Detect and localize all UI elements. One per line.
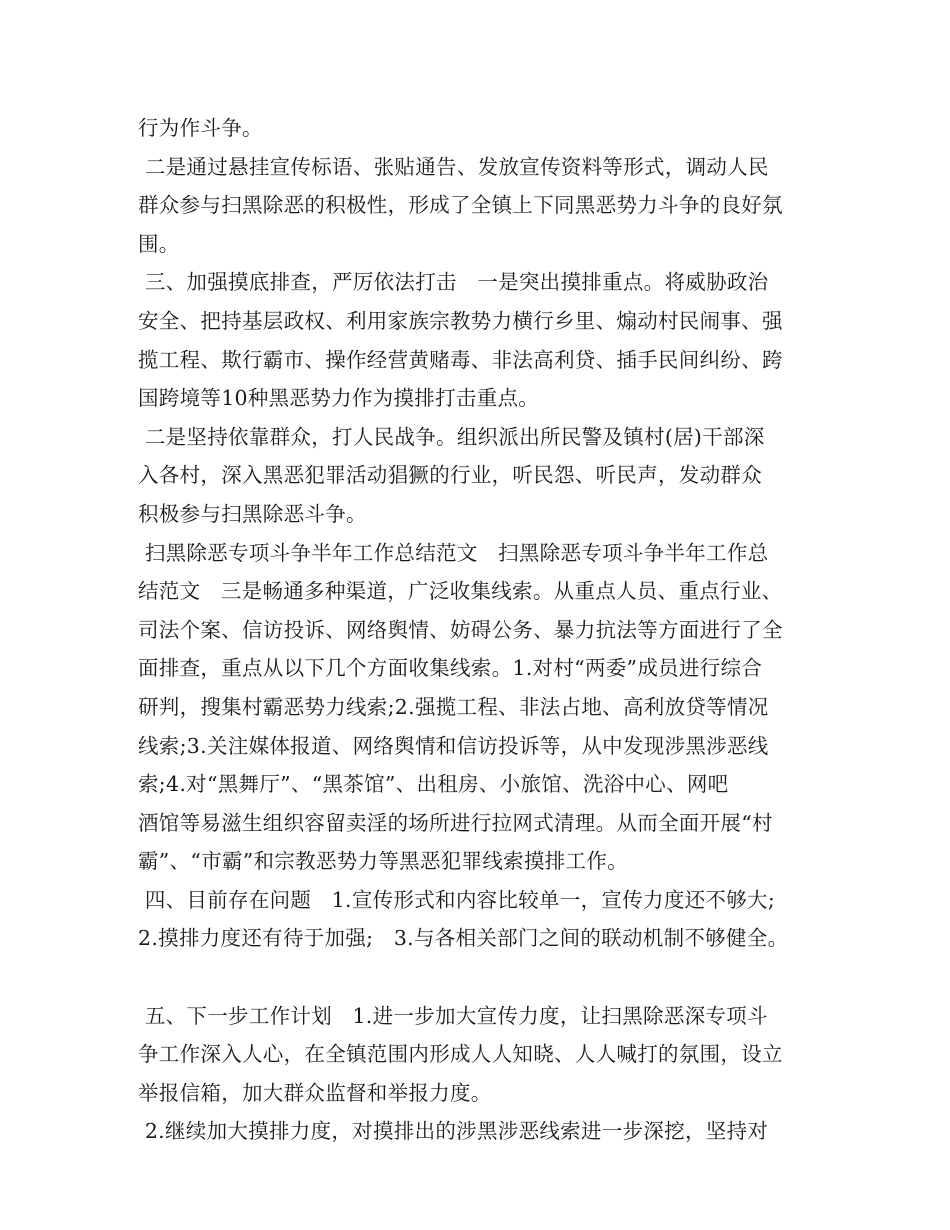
- text-line: 国跨境等10种黑恶势力作为摸排打击重点。: [138, 386, 540, 411]
- text-line: 研判，搜集村霸恶势力线索;2.强揽工程、非法占地、高利放贷等情况: [138, 694, 769, 719]
- text-line: 索;4.对“黑舞厅”、“黑茶馆”、出租房、小旅馆、洗浴中心、网吧: [138, 772, 729, 797]
- text-line: 群众参与扫黑除恶的积极性，形成了全镇上下同黑恶势力斗争的良好氛: [138, 193, 783, 218]
- text-line: 行为作斗争。: [138, 116, 263, 140]
- text-line: 2.摸排力度还有待于加强; 3.与各相关部门之间的联动机制不够健全。: [138, 926, 789, 951]
- text-line: 五、下一步工作计划 1.进一步加大宣传力度，让扫黑除恶深专项斗: [138, 1003, 768, 1028]
- text-line: 2.继续加大摸排力度，对摸排出的涉黑涉恶线索进一步深挖，坚持对: [138, 1119, 769, 1144]
- text-line: 酒馆等易滋生组织容留卖淫的场所进行拉网式清理。从而全面开展“村: [138, 810, 773, 835]
- text-line: 二是通过悬挂宣传标语、张贴通告、发放宣传资料等形式，调动人民: [138, 154, 769, 179]
- text-line: 四、目前存在问题 1.宣传形式和内容比较单一，宣传力度还不够大;: [138, 887, 776, 912]
- blank-line: [138, 958, 838, 997]
- text-line: 霸”、“市霸”和宗教恶势力等黑恶犯罪线索摸排工作。: [138, 849, 628, 874]
- text-line: 举报信箱，加大群众监督和举报力度。: [138, 1080, 492, 1105]
- text-line: 安全、把持基层政权、利用家族宗教势力横行乡里、煽动村民闹事、强: [138, 308, 783, 333]
- text-line: 二是坚持依靠群众，打人民战争。组织派出所民警及镇村(居)干部深: [138, 424, 765, 449]
- text-line: 结范文 三是畅通多种渠道，广泛收集线索。从重点人员、重点行业、: [138, 579, 783, 604]
- text-line: 面排查，重点从以下几个方面收集线索。1.对村“两委”成员进行综合: [138, 656, 763, 681]
- text-line: 扫黑除恶专项斗争半年工作总结范文 扫黑除恶专项斗争半年工作总: [138, 540, 769, 565]
- text-line: 争工作深入人心，在全镇范围内形成人人知晓、人人喊打的氛围，设立: [138, 1042, 783, 1067]
- text-line: 揽工程、欺行霸市、操作经营黄赌毒、非法高利贷、插手民间纠纷、跨: [138, 347, 783, 372]
- text-line: 三、加强摸底排查，严厉依法打击 一是突出摸排重点。将威胁政治: [138, 270, 769, 295]
- text-line: 围。: [138, 231, 180, 256]
- document-body: [138, 109, 838, 1151]
- text-line: 司法个案、信访投诉、网络舆情、妨碍公务、暴力抗法等方面进行了全: [138, 617, 783, 642]
- text-line: 入各村，深入黑恶犯罪活动猖獗的行业，听民怨、听民声，发动群众: [138, 463, 762, 488]
- text-line: 积极参与扫黑除恶斗争。: [138, 501, 367, 526]
- text-line: 线索;3.关注媒体报道、网络舆情和信访投诉等，从中发现涉黑涉恶线: [138, 733, 769, 758]
